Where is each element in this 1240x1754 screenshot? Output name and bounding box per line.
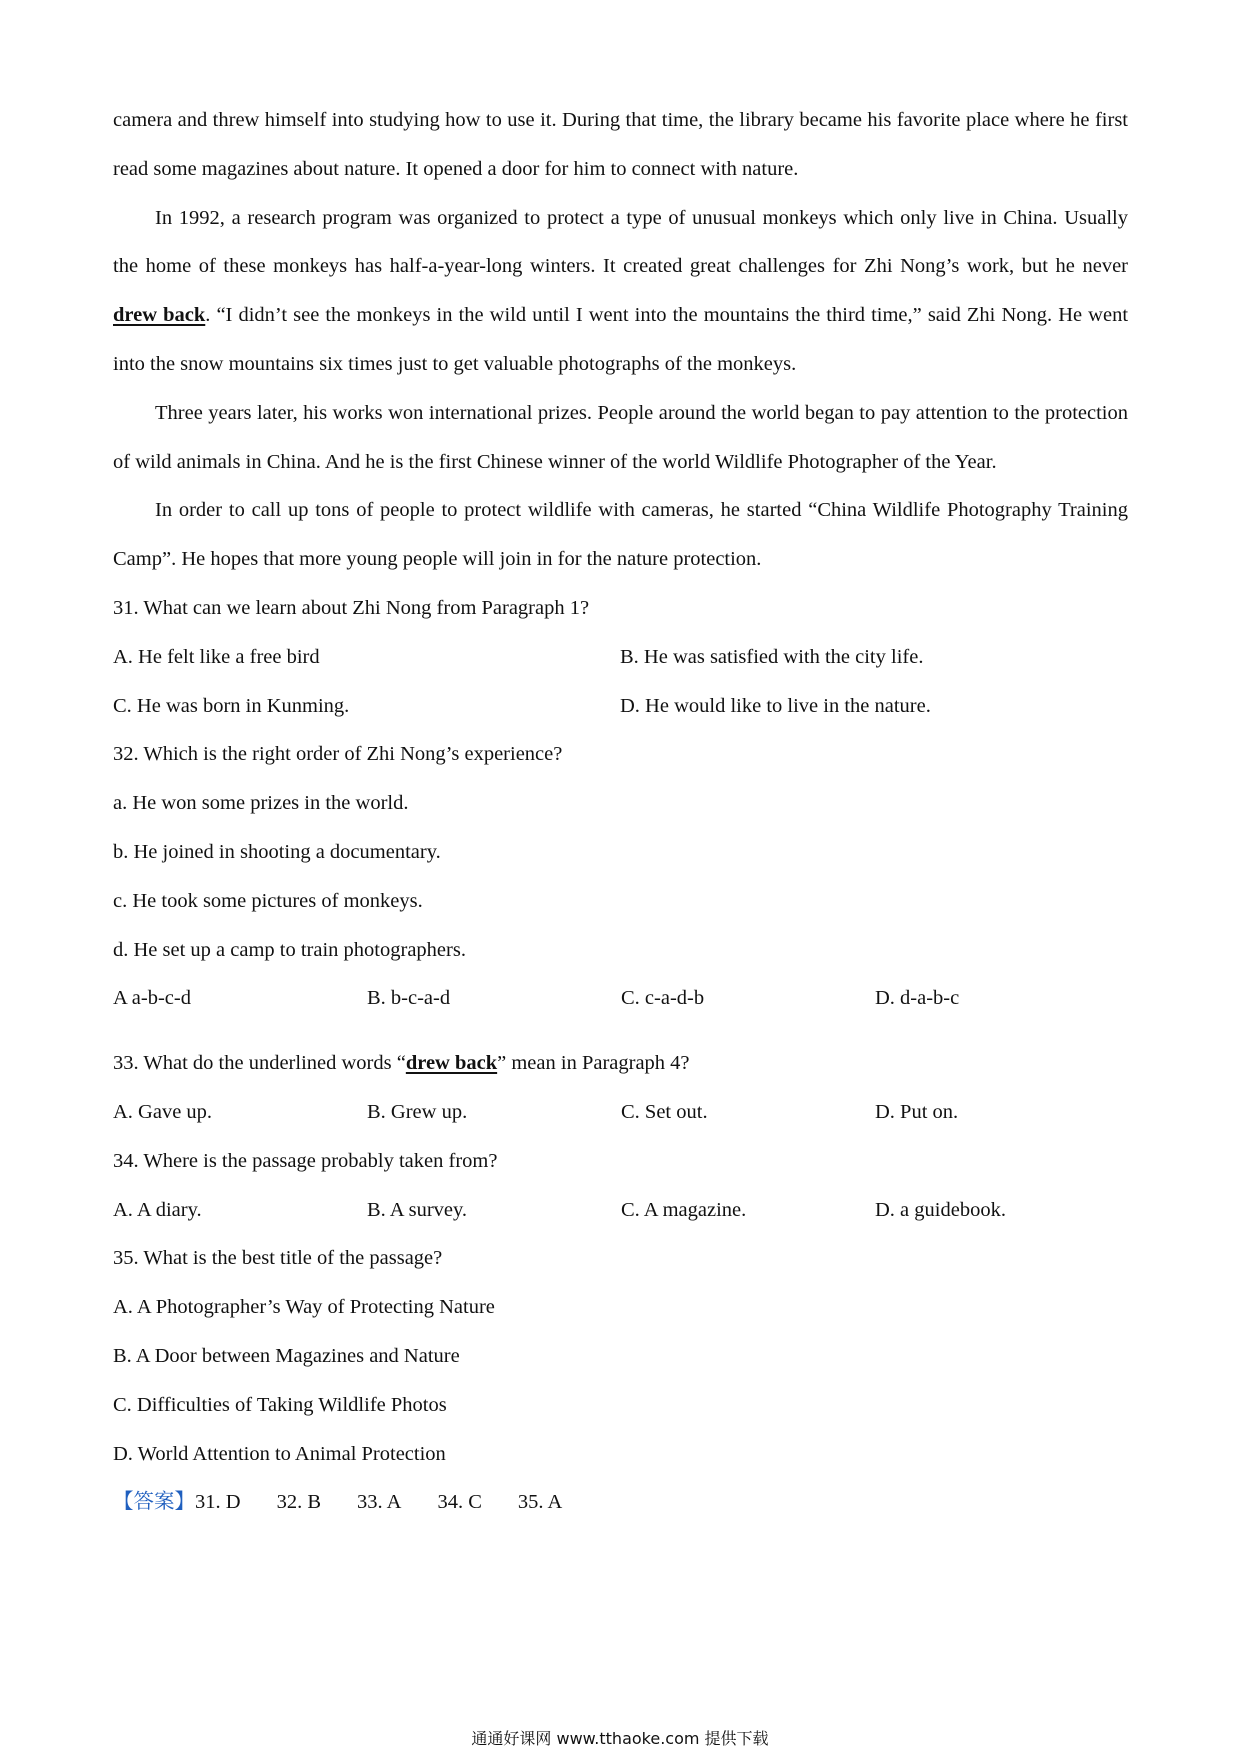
q33-option-d: D. Put on. — [875, 1100, 959, 1123]
q33-stem-text-a: 33. What do the underlined words “ — [113, 1052, 406, 1075]
q32-event-b: b. He joined in shooting a documentary. — [113, 840, 441, 863]
page-footer: 通通好课网 www.tthaoke.com 提供下载 — [471, 1729, 769, 1748]
answer-33: 33. A — [357, 1491, 402, 1514]
q34-option-b: B. A survey. — [367, 1198, 468, 1221]
paragraph-2-text-a: In 1992, a research program was organized to protect a type of unusual monkeys which only live in China. Usually the home of these monkeys has half-a-year-long winters. It created great challenges for Zhi Nong’s work, but he never — [113, 206, 1128, 278]
passage-paragraph-3: Three years later, his works won international prizes. People around the world began to pay attention to the protection of wild animals in China. And he is the first Chinese winner of the world Wildlife Photographer of the Year. — [113, 401, 1128, 473]
spacer — [113, 1023, 1128, 1039]
q35-option-a: A. A Photographer’s Way of Protecting Nature — [113, 1296, 495, 1319]
q34-option-d: D. a guidebook. — [875, 1198, 1006, 1221]
document-page — [113, 96, 1128, 1527]
question-33-options — [113, 1088, 1128, 1137]
q32-event-d: d. He set up a camp to train photographers. — [113, 938, 466, 961]
q33-underlined-phrase: drew back — [405, 1052, 498, 1075]
question-31-stem: 31. What can we learn about Zhi Nong from Paragraph 1? — [113, 596, 590, 619]
question-34-options — [113, 1186, 1128, 1235]
q33-stem-text-b: ” mean in Paragraph 4? — [497, 1052, 690, 1075]
question-35-stem: 35. What is the best title of the passage? — [113, 1247, 443, 1270]
question-32-stem: 32. Which is the right order of Zhi Nong’s experience? — [113, 743, 563, 766]
q31-option-c: C. He was born in Kunming. — [113, 694, 350, 717]
q31-option-d: D. He would like to live in the nature. — [620, 694, 931, 717]
passage-paragraph-2 — [113, 194, 1128, 389]
question-33-stem — [113, 1039, 1128, 1088]
question-34-stem: 34. Where is the passage probably taken from? — [113, 1149, 498, 1172]
q34-option-a: A. A diary. — [113, 1198, 202, 1221]
q35-option-b: B. A Door between Magazines and Nature — [113, 1344, 460, 1367]
q32-event-a: a. He won some prizes in the world. — [113, 792, 409, 815]
q32-option-c: C. c-a-d-b — [621, 987, 705, 1010]
answer-34: 34. C — [437, 1491, 482, 1514]
q32-option-d: D. d-a-b-c — [875, 987, 960, 1010]
answer-35: 35. A — [517, 1491, 563, 1514]
q32-event-c: c. He took some pictures of monkeys. — [113, 889, 423, 912]
answer-key — [113, 1478, 1128, 1527]
q35-option-c: C. Difficulties of Taking Wildlife Photos — [113, 1393, 447, 1416]
q33-option-b: B. Grew up. — [367, 1100, 468, 1123]
question-32-options — [113, 974, 1128, 1023]
underlined-phrase: drew back — [113, 304, 206, 327]
passage-paragraph-1-continued: camera and threw himself into studying how to use it. During that time, the library became his favorite place where he first read some magazines about nature. It opened a door for him to connect with nature. — [113, 109, 1128, 180]
q32-option-a: A a-b-c-d — [113, 987, 191, 1010]
question-31-options-row-1 — [113, 633, 1128, 682]
q34-option-c: C. A magazine. — [621, 1198, 747, 1221]
q31-option-b: B. He was satisfied with the city life. — [620, 645, 924, 668]
q33-option-a: A. Gave up. — [113, 1100, 213, 1123]
q35-option-d: D. World Attention to Animal Protection — [113, 1442, 446, 1465]
q31-option-a: A. He felt like a free bird — [113, 645, 320, 668]
q32-option-b: B. b-c-a-d — [367, 987, 451, 1010]
answer-31: 31. D — [195, 1491, 241, 1514]
q33-option-c: C. Set out. — [621, 1100, 708, 1123]
paragraph-2-text-b: . “I didn’t see the monkeys in the wild until I went into the mountains the third time,” said Zhi Nong. He went into the snow mountains six times just to get valuable photographs of the monkeys. — [113, 304, 1129, 375]
answer-32: 32. B — [276, 1491, 321, 1514]
passage-paragraph-4: In order to call up tons of people to protect wildlife with cameras, he started “China Wildlife Photography Training Camp”. He hopes that more young people will join in for the nature protection. — [113, 499, 1128, 571]
question-31-options-row-2 — [113, 682, 1128, 731]
answer-tag: 【答案】 — [113, 1491, 195, 1514]
